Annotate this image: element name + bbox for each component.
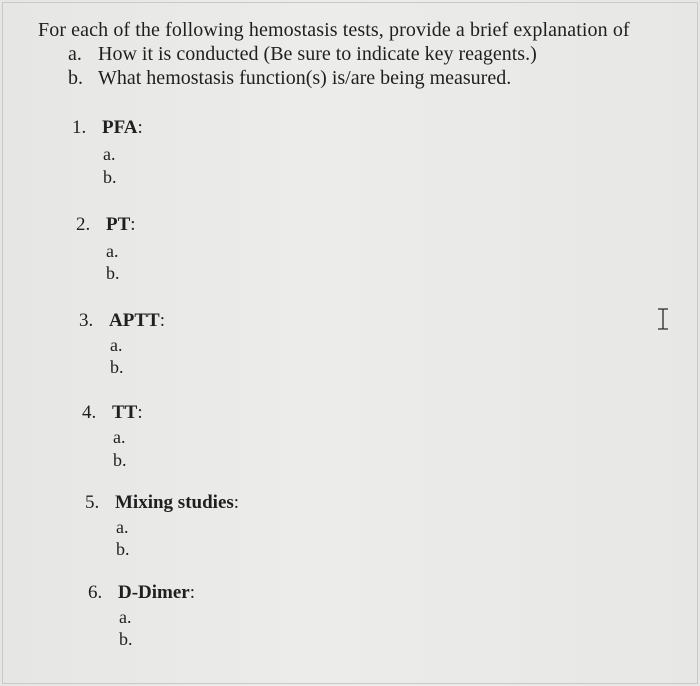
answer-b: b. <box>119 629 133 649</box>
answer-b: b. <box>103 167 117 187</box>
part-text: What hemostasis function(s) is/are being measured. <box>98 67 512 89</box>
test-item-pt <box>76 213 136 237</box>
test-number: 5. <box>85 492 100 513</box>
test-colon: : <box>130 214 136 235</box>
answer-a: a. <box>106 241 119 261</box>
answer-b: b. <box>116 539 130 559</box>
test-item-tt <box>82 401 143 425</box>
test-colon: : <box>233 492 240 513</box>
test-name: APTT <box>109 310 160 331</box>
test-item-pfa <box>72 116 143 140</box>
question-part-a <box>68 42 537 66</box>
question-intro: For each of the following hemostasis tests, provide a brief explanation of <box>38 19 630 41</box>
test-name: D-Dimer <box>118 582 190 603</box>
test-number: 3. <box>79 310 94 331</box>
question-part-b <box>68 66 511 90</box>
text-cursor-icon <box>656 308 670 330</box>
answer-a: a. <box>103 144 116 164</box>
test-number: 6. <box>88 582 103 603</box>
test-name: PT <box>106 214 131 235</box>
test-colon: : <box>159 310 165 331</box>
answer-a: a. <box>116 517 129 537</box>
test-item-d-dimer <box>88 581 195 605</box>
test-number: 1. <box>72 117 87 138</box>
test-colon: : <box>137 117 143 138</box>
answer-a: a. <box>113 427 126 447</box>
test-name: PFA <box>102 117 138 138</box>
answer-a: a. <box>119 607 132 627</box>
answer-a: a. <box>110 335 123 355</box>
part-text: How it is conducted (Be sure to indicate key reagents.) <box>98 43 537 65</box>
test-number: 4. <box>82 402 97 423</box>
test-number: 2. <box>76 214 91 235</box>
test-item-aptt <box>79 309 165 333</box>
part-letter: a. <box>68 43 82 65</box>
test-colon: : <box>137 402 143 423</box>
test-item-mixing-studies <box>85 491 239 515</box>
test-name: TT <box>112 402 138 423</box>
answer-b: b. <box>106 263 120 283</box>
answer-b: b. <box>110 357 124 377</box>
test-name: Mixing studies <box>115 492 234 513</box>
part-letter: b. <box>68 67 83 89</box>
test-colon: : <box>189 582 196 603</box>
answer-b: b. <box>113 450 127 470</box>
